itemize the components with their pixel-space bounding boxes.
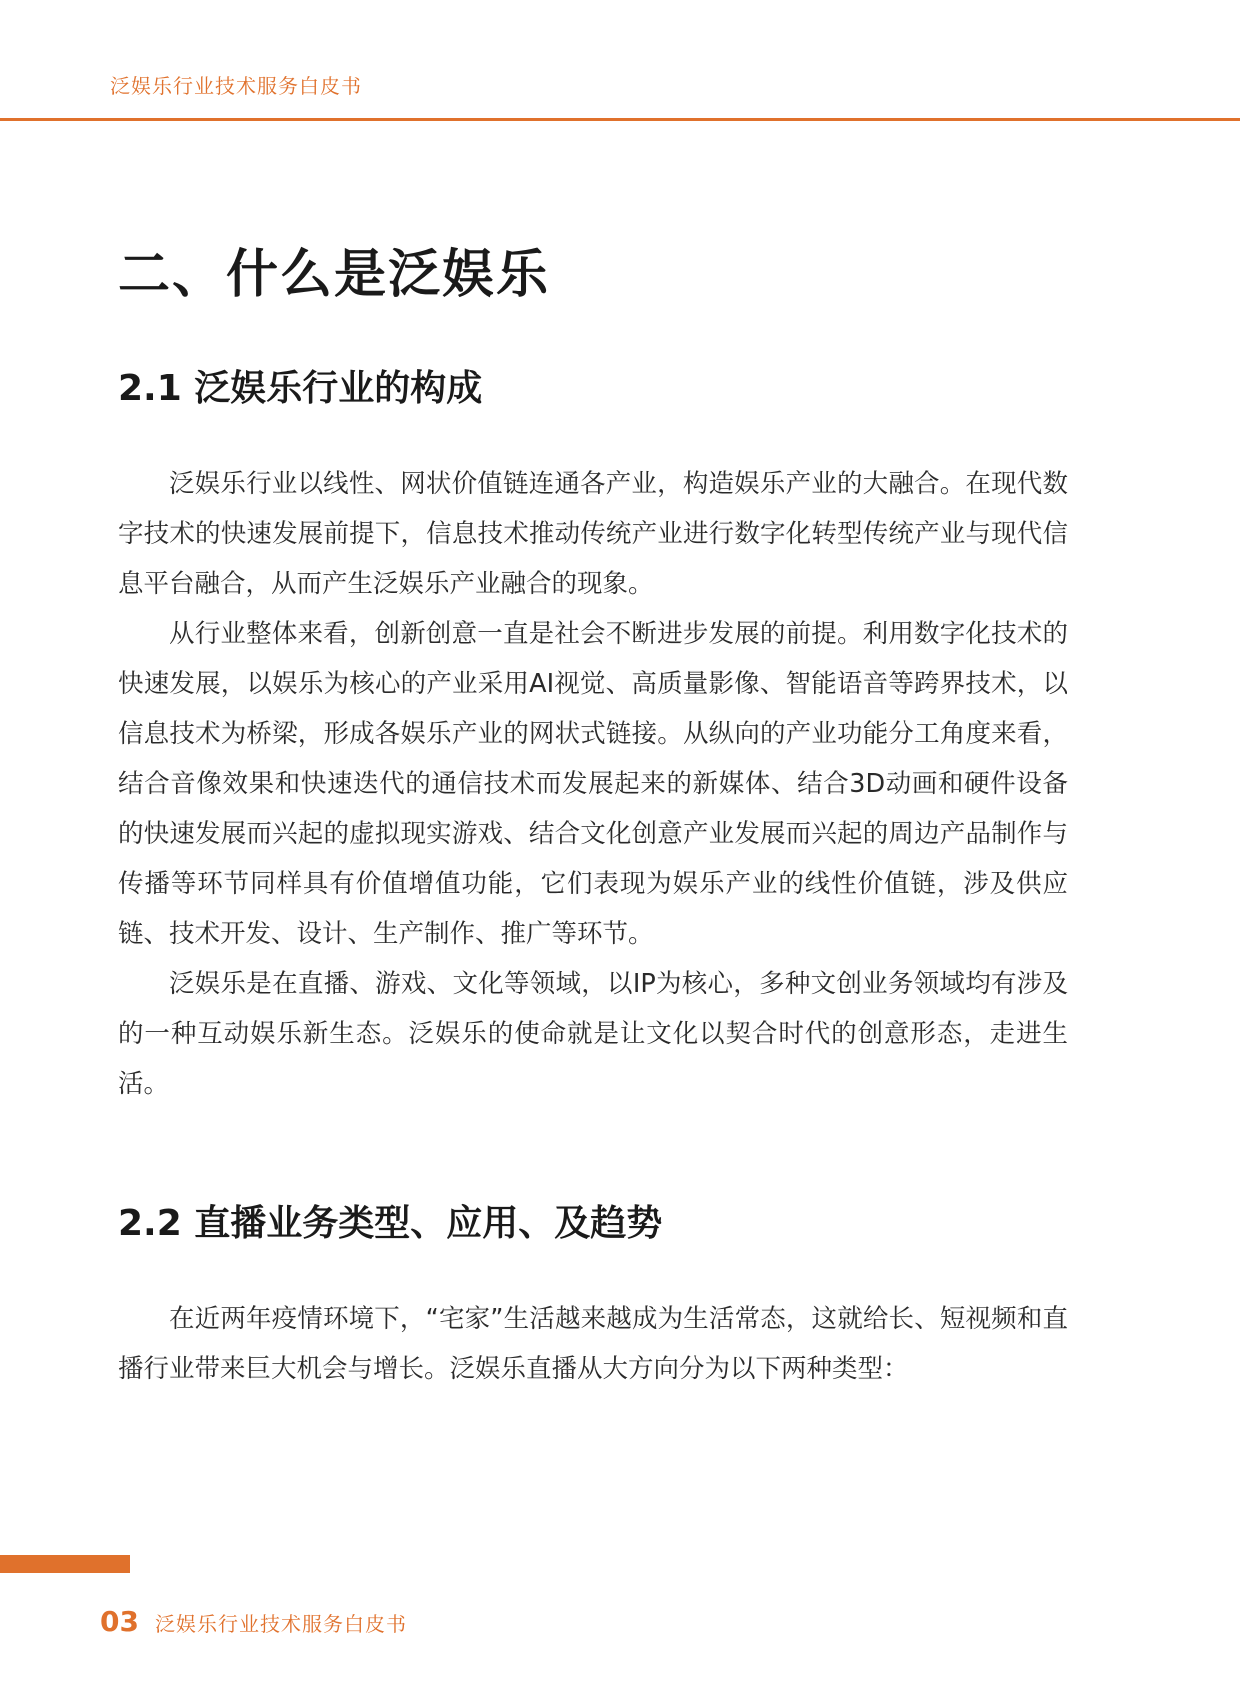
footer-title: 泛娱乐行业技术服务白皮书 bbox=[154, 1612, 407, 1636]
header-title: 泛娱乐行业技术服务白皮书 bbox=[110, 74, 362, 98]
section-body-2-1 bbox=[118, 459, 1068, 1109]
section-title-2-2: 2.2 直播业务类型、应用、及趋势 bbox=[118, 1203, 663, 1244]
paragraph: 从行业整体来看，创新创意一直是社会不断进步发展的前提。利用数字化技术的快速发展，以娱乐为核心的产业采用AI视觉、高质量影像、智能语音等跨界技术，以信息技术为桥梁，形成各娱乐产业的网状式链接。从纵向的产业功能分工角度来看，结合音像效果和快速迭代的通信技术而发展起来的新媒体、结合3D动画和硬件设备的快速发展而兴起的虚拟现实游戏、结合文化创意产业发展而兴起的周边产品制作与传播等环节同样具有价值增值功能，它们表现为娱乐产业的线性价值链，涉及供应链、技术开发、设计、生产制作、推广等环节。 bbox=[118, 619, 1068, 949]
section-body-2-2 bbox=[118, 1294, 1068, 1394]
paragraph: 泛娱乐行业以线性、网状价值链连通各产业，构造娱乐产业的大融合。在现代数字技术的快速发展前提下，信息技术推动传统产业进行数字化转型传统产业与现代信息平台融合，从而产生泛娱乐产业融合的现象。 bbox=[118, 469, 1068, 599]
page-number: 03 bbox=[100, 1605, 139, 1638]
footer-accent-bar bbox=[0, 1555, 130, 1573]
paragraph: 在近两年疫情环境下，“宅家”生活越来越成为生活常态，这就给长、短视频和直播行业带来巨大机会与增长。泛娱乐直播从大方向分为以下两种类型： bbox=[118, 1304, 1068, 1384]
section-title-2-1: 2.1 泛娱乐行业的构成 bbox=[118, 368, 483, 409]
header-divider bbox=[0, 118, 1240, 121]
chapter-title: 二、什么是泛娱乐 bbox=[118, 245, 551, 305]
footer bbox=[100, 1605, 407, 1638]
paragraph: 泛娱乐是在直播、游戏、文化等领域，以IP为核心，多种文创业务领域均有涉及的一种互动娱乐新生态。泛娱乐的使命就是让文化以契合时代的创意形态，走进生活。 bbox=[118, 969, 1068, 1099]
